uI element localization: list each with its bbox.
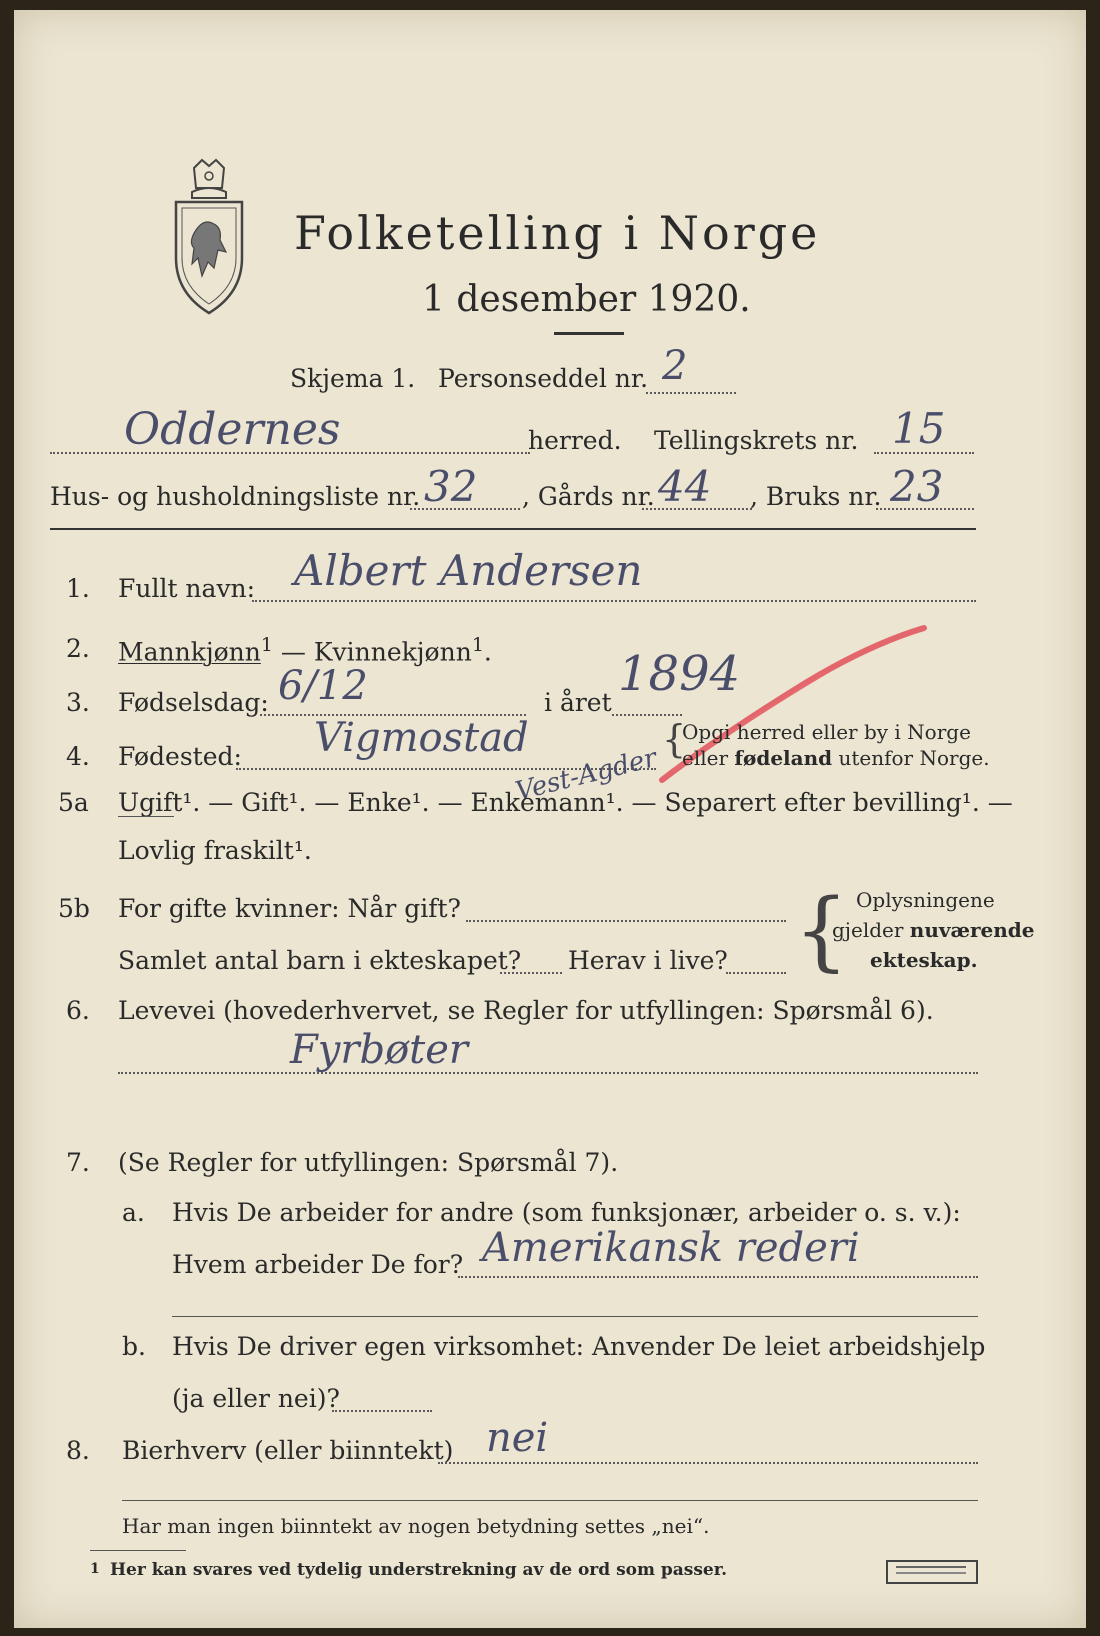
q2-options: Mannkjønn$^1$ — Kvinnekjønn$^1$. [118, 634, 492, 667]
q5b-children-label: Samlet antal barn i ekteskapet? [118, 946, 522, 975]
herred-label: herred. [528, 426, 622, 455]
q8-extra-line [122, 1500, 978, 1501]
q7b-label: (ja eller nei)? [172, 1384, 340, 1413]
footnote-divider [90, 1550, 186, 1551]
male-option: Mannkjønn [118, 637, 261, 667]
female-option: Kvinnekjønn [313, 637, 472, 667]
marital-status-options-2: Lovlig fraskilt¹. [118, 836, 312, 865]
q8-label: Bierhverv (eller biinntekt) [122, 1436, 454, 1465]
q7b-number: b. [122, 1332, 146, 1361]
q7a-number: a. [122, 1198, 145, 1227]
form-title: Folketelling i Norge [294, 206, 821, 260]
birthplace-county-value: Vest-Agder [512, 742, 660, 808]
q8-number: 8. [66, 1436, 90, 1465]
tellingskrets-value: 15 [892, 404, 946, 453]
q4-number: 4. [66, 742, 90, 771]
q5b-alive-line [726, 972, 786, 974]
title-divider [554, 332, 624, 335]
census-form [14, 10, 1086, 1628]
herred-value: Oddernes [124, 404, 341, 455]
q8-line [438, 1462, 978, 1464]
q7b-line1: Hvis De driver egen virksomhet: Anvender De leiet arbeidshjelp [172, 1332, 986, 1361]
q2-number: 2. [66, 634, 90, 663]
hus-value: 32 [424, 462, 478, 511]
q5b-children-line [500, 972, 562, 974]
gards-label: , Gårds nr. [522, 482, 655, 511]
q5b-married-line [466, 920, 786, 922]
q5b-number: 5b [58, 894, 90, 923]
personseddel-value: 2 [662, 343, 688, 389]
q7-number: 7. [66, 1148, 90, 1177]
birthday-value: 6/12 [278, 663, 368, 709]
gards-value: 44 [658, 462, 712, 511]
q7a-line [458, 1276, 978, 1278]
q1-number: 1. [66, 574, 90, 603]
bruks-label: , Bruks nr. [750, 482, 882, 511]
employer-value: Amerikansk rederi [482, 1225, 860, 1271]
q4-label: Fødested: [118, 742, 242, 771]
q5b-line1: For gifte kvinner: Når gift? [118, 894, 461, 923]
occupation-value: Fyrbøter [290, 1027, 469, 1073]
q7b-line [332, 1410, 432, 1412]
q7-label: (Se Regler for utfyllingen: Spørsmål 7). [118, 1148, 619, 1177]
q4-note-2: eller fødeland utenfor Norge. [682, 746, 990, 770]
tellingskrets-label: Tellingskrets nr. [654, 426, 859, 455]
personseddel-line [646, 392, 736, 394]
q5b-brace: { [794, 881, 849, 981]
coat-of-arms-logo [164, 158, 254, 318]
hus-label: Hus- og husholdningsliste nr. [50, 482, 421, 511]
q7a-line1: Hvis De arbeider for andre (som funksjonær, arbeider o. s. v.): [172, 1198, 961, 1227]
printer-stamp [886, 1560, 978, 1584]
footnote-text: Her kan svares ved tydelig understrekning av de ord som passer. [110, 1560, 728, 1580]
marital-status-options: Ugift¹. — Gift¹. — Enke¹. — Enkemann¹. — Separert efter bevilling¹. — [118, 788, 1013, 817]
personseddel-label: Personseddel nr. [438, 364, 649, 393]
q5b-note-2: gjelder nuværende [832, 918, 1035, 942]
q3-label: Fødselsdag: [118, 688, 269, 717]
q3-number: 3. [66, 688, 90, 717]
census-date: 1 desember 1920. [422, 279, 751, 320]
header-separator [50, 528, 976, 530]
birthplace-value: Vigmostad [314, 715, 529, 761]
skjema-label: Skjema 1. [290, 364, 416, 393]
q1-label: Fullt navn: [118, 574, 256, 603]
q5b-note-3: ekteskap. [870, 948, 978, 972]
q5a-number: 5a [58, 788, 89, 817]
side-income-note: Har man ingen biinntekt av nogen betydning settes „nei“. [122, 1514, 710, 1538]
q4-brace: { [662, 717, 687, 761]
year-label: i året [544, 688, 612, 717]
q7a-employer-label: Hvem arbeider De for? [172, 1250, 464, 1279]
q1-line [252, 600, 976, 602]
q6-label: Levevei (hovederhvervet, se Regler for utfyllingen: Spørsmål 6). [118, 996, 934, 1025]
q6-line [118, 1072, 978, 1074]
bruks-value: 23 [890, 462, 944, 511]
q7a-extra-line [172, 1316, 978, 1317]
q5b-note-1: Oplysningene [856, 888, 995, 912]
q4-note-1: Opgi herred eller by i Norge [682, 720, 971, 744]
footnote-number: 1 [90, 1561, 100, 1577]
q5b-alive-label: Herav i live? [568, 946, 728, 975]
birth-year-value: 1894 [618, 646, 741, 702]
full-name-value: Albert Andersen [294, 546, 643, 595]
q6-number: 6. [66, 996, 90, 1025]
ugift-underline [118, 816, 174, 817]
side-income-value: nei [486, 1415, 549, 1461]
